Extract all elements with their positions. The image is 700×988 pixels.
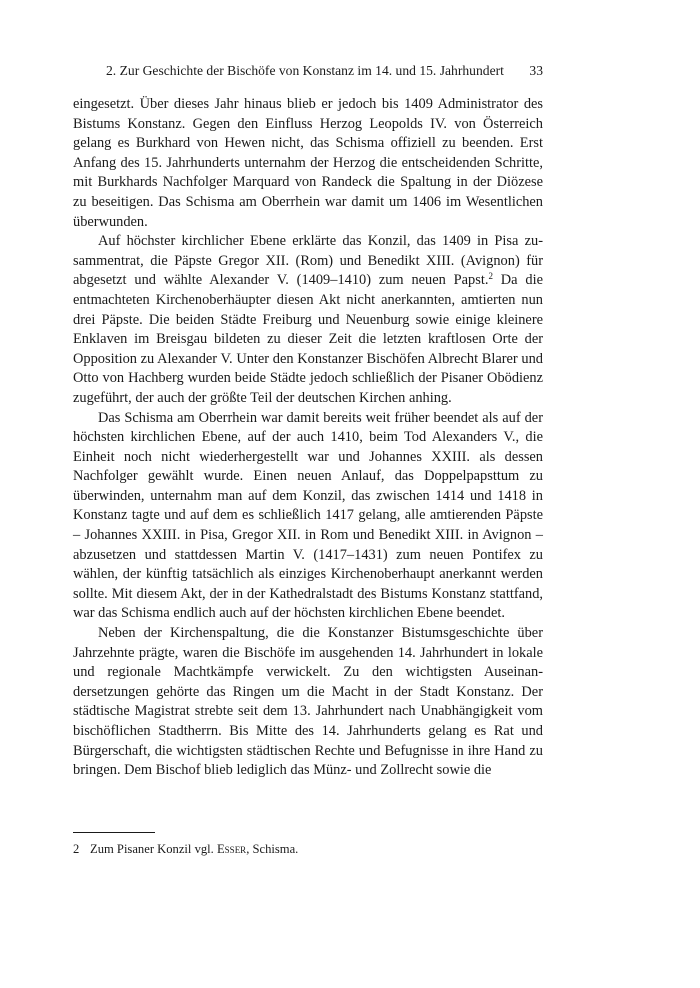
- running-title: 2. Zur Geschichte der Bischöfe von Konstanz im 14. und 15. Jahrhundert: [106, 63, 504, 78]
- footnote-text-before-author: Zum Pisaner Konzil vgl.: [90, 842, 217, 856]
- body-text: [73, 95, 543, 781]
- footnote-divider: [73, 832, 155, 833]
- paragraph-1: eingesetzt. Über dieses Jahr hinaus blieb er jedoch bis 1409 Administrator des Bistums Konstanz. Gegen den Einfluss Herzog Leopolds IV. von Österreich gelang es Burkhard von Hewen nicht, das Schisma offiziell zu beenden. Erst Anfang des 15. Jahrhunderts unternahm der Herzog die entscheidenden Schritte, mit Burkhards Nachfolger Marquard von Randeck die Spaltung in der Diözese zu beseitigen. Das Schisma am Oberrhein war damit um 1406 im Wesentlichen überwunden.: [73, 96, 543, 230]
- page-number: 33: [529, 63, 543, 78]
- footnote-author: Esser: [216, 842, 247, 856]
- paragraph-2-before-note: Auf höchster kirchlicher Ebene erklärte das Konzil, das 1409 in Pisa zusammentrat, die Päpste Gregor XII. (Rom) und Benedikt XIII. (Avignon) für abgesetzt und wählte Alexander V. (1409–1410) zum neuen Papst.: [73, 233, 543, 289]
- footnote-2: [73, 841, 543, 857]
- paragraph-3: Das Schisma am Oberrhein war damit bereits weit früher beendet als auf der höchsten kirchlichen Ebene, auf der auch 1410, beim Tod Alexanders V., die Einheit noch nicht wiederhergestellt war und Johannes XXIII. als dessen Nachfolger gewählt wurde. Einen neuen Anlauf, das Doppelpapsttum zu überwinden, unternahm man auf dem Konzil, das zwischen 1414 und 1418 in Konstanz tagte und auf dem es schließlich 1417 gelang, alle amtierenden Päpste – Johannes XXIII. in Pisa, Gregor XII. in Rom und Benedikt XIII. in Avignon – abzusetzen und stattdessen Martin V. (1417–1431) zum neuen Pontifex zu wählen, der künftig tatsächlich als einziges Kirchenoberhaupt anerkannt werden sollte. Mit diesem Akt, der in der Kathedralstadt des Bistums Konstanz stattfand, war das Schisma endlich auch auf der höchsten kirchlichen Ebene beendet.: [73, 409, 543, 622]
- footnote-reference[interactable]: 2: [488, 271, 493, 282]
- footnote-number: 2: [73, 842, 80, 856]
- footnote-text-after-author: , Schisma.: [246, 842, 299, 856]
- paragraph-2: [73, 232, 543, 408]
- paragraph-2-after-note: Da die entmachteten Kirchenoberhäupter diesen Akt nicht anerkannten, amtierten nun drei Päpste. Die beiden Städte Freiburg und Neuenburg sowie einige kleinere Enklaven im Breisgau bildeten zu dieser Zeit die letzten kraftlosen Orte der Opposition zu Alexander V. Unter den Konstanzer Bischöfen Albrecht Blarer und Otto von Hachberg wurden beide Städte jedoch schließlich der Pisaner Obödienz zugeführt, der auch der größte Teil der deutschen Kirchen anhing.: [73, 272, 543, 406]
- paragraph-4: Neben der Kirchenspaltung, die die Konstanzer Bistumsgeschichte über Jahrzehnte prägte, waren die Bischöfe im ausgehenden 14. Jahrhundert in lokale und regionale Machtkämpfe verwickelt. Zu den wichtigsten Auseinandersetzungen gehörte das Ringen um die Macht in der Stadt Konstanz. Der städtische Magistrat strebte seit dem 13. Jahrhundert nach Unabhängigkeit vom bischöflichen Stadtherrn. Bis Mitte des 14. Jahrhunderts gelang es Rat und Bürgerschaft, die wichtigsten städtischen Rechte und Befugnisse in ihre Hand zu bringen. Dem Bischof blieb lediglich das Münz- und Zollrecht sowie die: [73, 625, 543, 779]
